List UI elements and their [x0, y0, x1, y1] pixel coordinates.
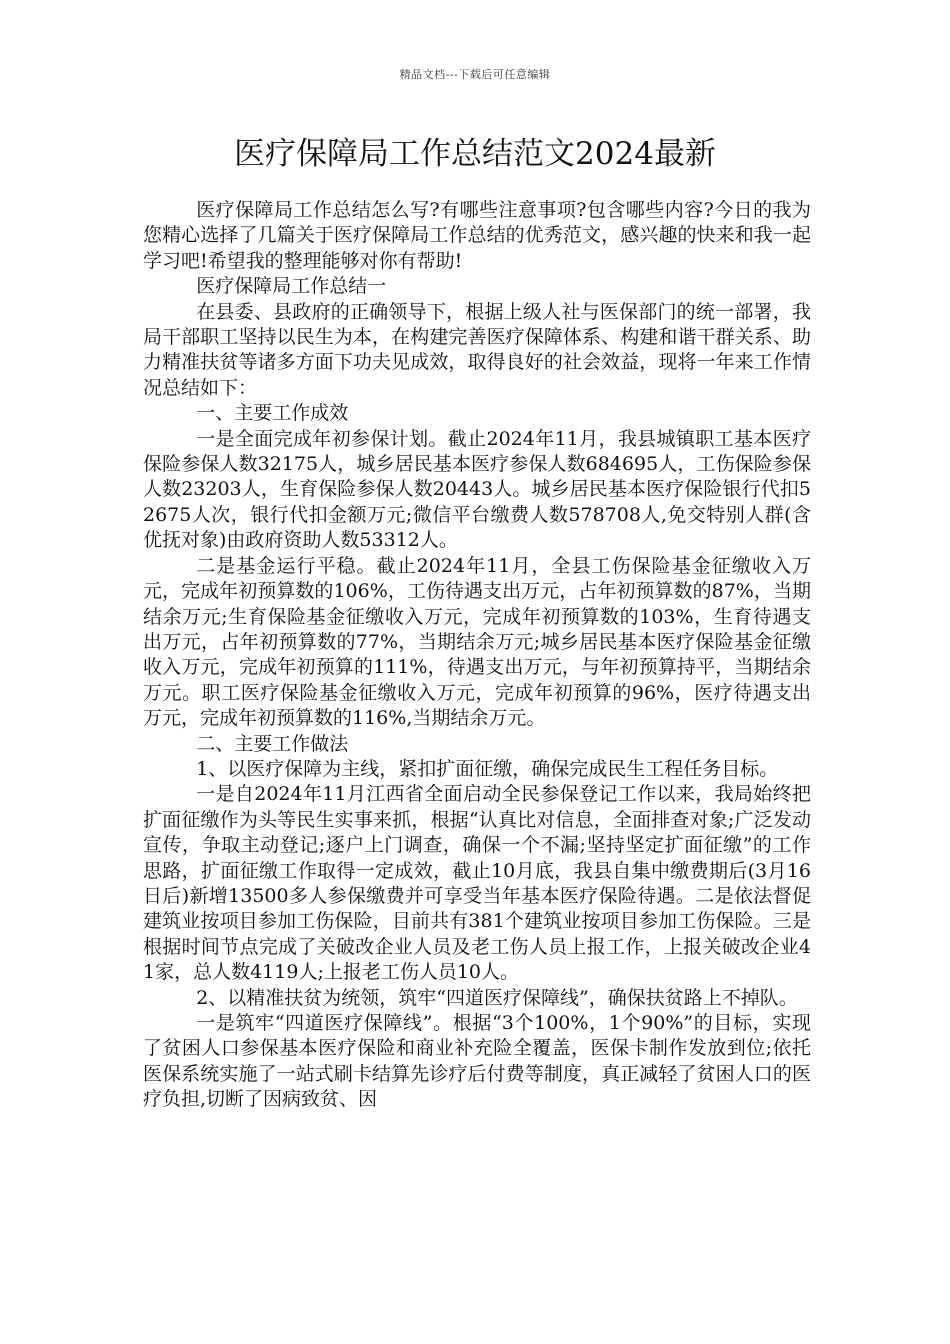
document-body: [143, 198, 811, 1113]
subheading-poverty-alleviation: 2、以精准扶贫为统领，筑牢“四道医疗保障线”，确保扶贫路上不掉队。: [196, 986, 798, 1009]
subheading-medical-security: 1、以医疗保障为主线，紧扣扩面征缴，确保完成民生工程任务目标。: [196, 757, 779, 780]
section-title-summary-one: 医疗保障局工作总结一: [196, 275, 387, 298]
paragraph-expansion: 一是自2024年11月江西省全面启动全民参保登记工作以来，我局始终把扩面征缴作为头等民生实事来抓，根据“认真比对信息，全面排查对象;广泛发动宣传，争取主动登记;逐户上门调查，确保一个不漏;坚持坚定扩面征缴”的工作思路，扩面征缴工作取得一定成效，截止10月底，我县自集中缴费期后(3月16日后)新增13500多人参保缴费并可享受当年基本医疗保险待遇。二是依法督促建筑业按项目参加工伤保险，目前共有381个建筑业按项目参加工伤保险。三是根据时间节点完成了关破改企业人员及老工伤人员上报工作，上报关破改企业41家，总人数4119人;上报老工伤人员10人。: [143, 783, 811, 984]
header-note: 精品文档---下载后可任意编辑: [399, 68, 551, 81]
document-title: 医疗保障局工作总结范文2024最新: [234, 136, 716, 172]
paragraph-four-lines: 一是筑牢“四道医疗保障线”。根据“3个100%，1个90%”的目标，实现了贫困人口参保基本医疗保险和商业补充险全覆盖，医保卡制作发放到位;依托医保系统实施了一站式刷卡结算先诊疗后付费等制度，真正减轻了贫困人口的医疗负担,切断了因病致贫、因: [143, 1012, 811, 1111]
intro-paragraph: 医疗保障局工作总结怎么写?有哪些注意事项?包含哪些内容?今日的我为您精心选择了几篇关于医疗保障局工作总结的优秀范文，感兴趣的快来和我一起学习吧!希望我的整理能够对你有帮助!: [143, 199, 811, 272]
heading-main-results: 一、主要工作成效: [196, 402, 349, 425]
opening-paragraph: 在县委、县政府的正确领导下，根据上级人社与医保部门的统一部署，我局干部职工坚持以民生为本，在构建完善医疗保障体系、构建和谐干群关系、助力精准扶贫等诸多方面下功夫见成效，取得良好的社会效益，现将一年来工作情况总结如下：: [143, 300, 811, 399]
paragraph-fund-operation: 二是基金运行平稳。截止2024年11月，全县工伤保险基金征缴收入万元，完成年初预算数的106%，工伤待遇支出万元，占年初预算数的87%，当期结余万元;生育保险基金征缴收入万元，完成年初预算数的103%，生育待遇支出万元，占年初预算数的77%，当期结余万元;城乡居民基本医疗保险基金征缴收入万元，完成年初预算的111%，待遇支出万元，与年初预算持平，当期结余万元。职工医疗保险基金征缴收入万元，完成年初预算的96%，医疗待遇支出万元，完成年初预算数的116%,当期结余万元。: [143, 554, 811, 730]
paragraph-enrollment: 一是全面完成年初参保计划。截止2024年11月，我县城镇职工基本医疗保险参保人数32175人，城乡居民基本医疗参保人数684695人，工伤保险参保人数23203人，生育保险参保人数20443人。城乡居民基本医疗保险银行代扣52675人次，银行代扣金额万元;微信平台缴费人数578708人,免交特别人群(含优抚对象)由政府资助人数53312人。: [143, 427, 811, 552]
heading-main-practices: 二、主要工作做法: [196, 732, 349, 755]
